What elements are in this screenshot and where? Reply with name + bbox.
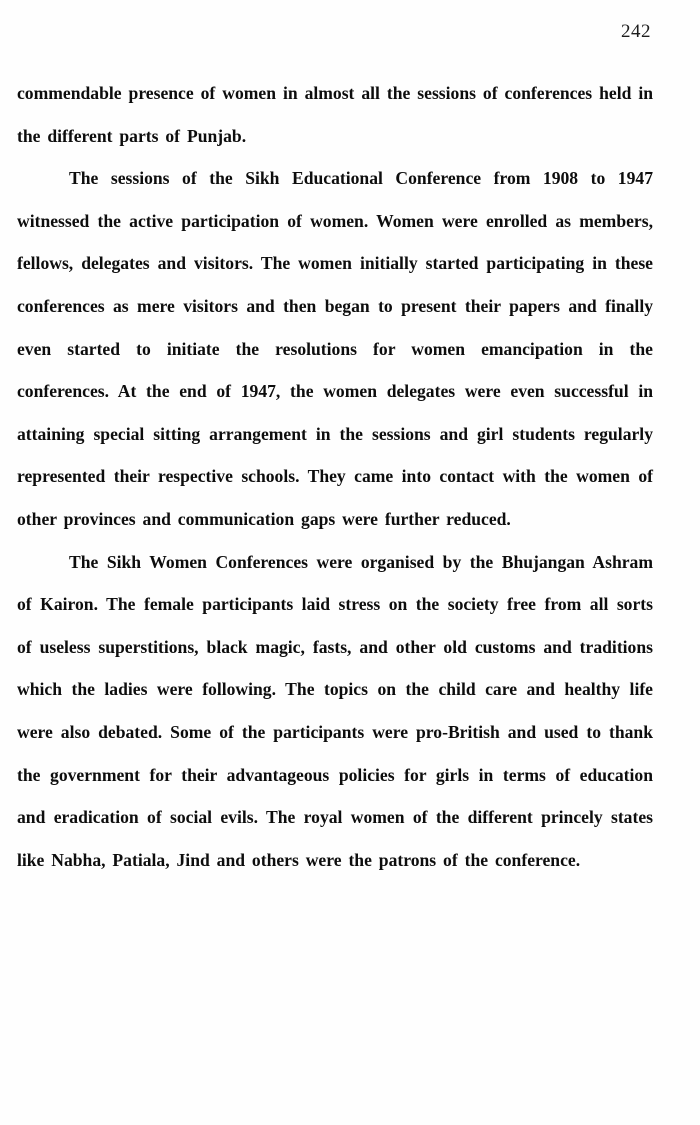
body-paragraph: The sessions of the Sikh Educational Conference from 1908 to 1947 witnessed the active participation of women. Women were enrolled as members, fellows, delegates and visitors. The women initially started participating in these conferences as mere visitors and then began to present their papers and finally even started to initiate the resolutions for women emancipation in the conferences. At the end of 1947, the women delegates were even successful in attaining special sitting arrangement in the sessions and girl students regularly represented their respective schools. They came into contact with the women of other provinces and communication gaps were further reduced.	[17, 168, 653, 529]
page-body	[17, 72, 653, 881]
body-paragraph: The Sikh Women Conferences were organised by the Bhujangan Ashram of Kairon. The female participants laid stress on the society free from all sorts of useless superstitions, black magic, fasts, and other old customs and traditions which the ladies were following. The topics on the child care and healthy life were also debated. Some of the participants were pro-British and used to thank the government for their advantageous policies for girls in terms of education and eradication of social evils. The royal women of the different princely states like Nabha, Patiala, Jind and others were the patrons of the conference.	[17, 551, 653, 870]
body-paragraph: commendable presence of women in almost all the sessions of conferences held in the different parts of Punjab.	[17, 83, 653, 146]
page-number: 242	[621, 21, 651, 42]
